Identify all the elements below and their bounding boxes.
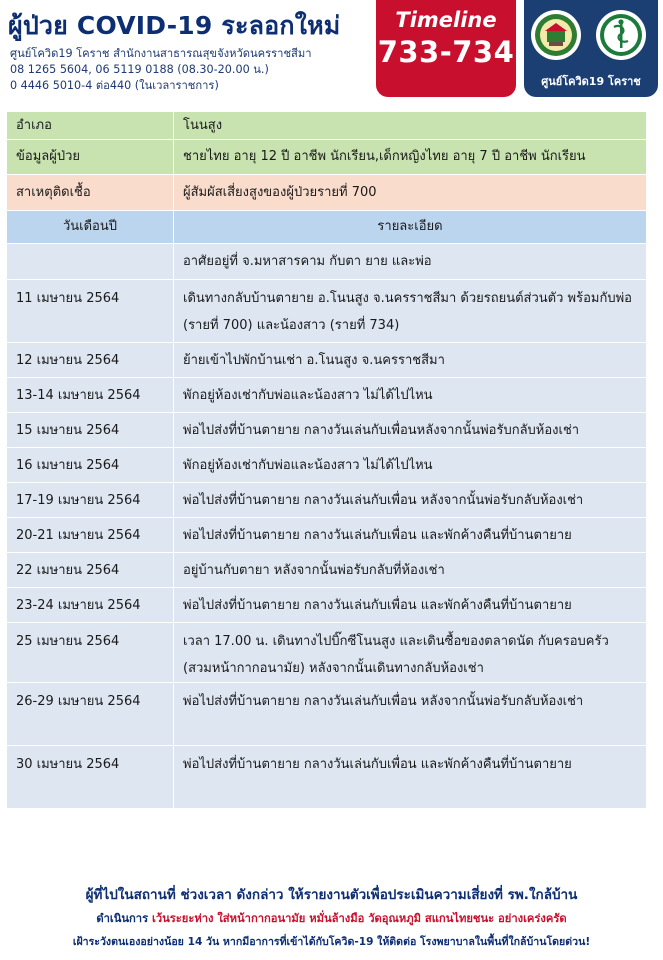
timeline-detail: พ่อไปส่งที่บ้านตายาย กลางวันเล่นกับเพื่อน และพักค้างคืนที่บ้านตายาย bbox=[174, 588, 647, 623]
timeline-date: 23-24 เมษายน 2564 bbox=[7, 588, 174, 623]
timeline-date: 16 เมษายน 2564 bbox=[7, 448, 174, 483]
cause-label: สาเหตุติดเชื้อ bbox=[7, 175, 174, 211]
timeline-date bbox=[7, 244, 174, 280]
prevention-measures: เว้นระยะห่าง ใส่หน้ากากอนามัย หมั่นล้างมือ วัดอุณหภูมิ สแกนไทยชนะ อย่างเคร่งครัด bbox=[152, 912, 567, 925]
timeline-detail: พักอยู่ห้องเช่ากับพ่อและน้องสาว ไม่ได้ไปไหน bbox=[174, 378, 647, 413]
timeline-date: 25 เมษายน 2564 bbox=[7, 623, 174, 683]
timeline-date: 11 เมษายน 2564 bbox=[7, 280, 174, 343]
timeline-detail: อาศัยอยู่ที่ จ.มหาสารคาม กับตา ยาย และพ่อ bbox=[174, 244, 647, 280]
self-monitor-notice: เฝ้าระวังตนเองอย่างน้อย 14 วัน หากมีอาการที่เข้าได้กับโควิด-19 ให้ติดต่อ โรงพยาบาลในพื้นที่ใกล้บ้านโดยด่วน! bbox=[72, 936, 591, 948]
date-column-header: วันเดือนปี bbox=[7, 211, 174, 244]
prevention-notice bbox=[0, 909, 663, 927]
patient-value: ชายไทย อายุ 12 ปี อาชีพ นักเรียน,เด็กหญิงไทย อายุ 7 ปี อาชีพ นักเรียน bbox=[174, 140, 647, 175]
timeline-detail: พักอยู่ห้องเช่ากับพ่อและน้องสาว ไม่ได้ไปไหน bbox=[174, 448, 647, 483]
timeline-date: 20-21 เมษายน 2564 bbox=[7, 518, 174, 553]
hotline-phone: 08 1265 5604, 06 5119 0188 (08.30-20.00 น.) bbox=[10, 63, 269, 76]
organization-line: ศูนย์โควิด19 โคราช สำนักงานสาธารณสุขจังหวัดนครราชสีมา bbox=[10, 47, 312, 60]
district-label: อำเภอ bbox=[7, 112, 174, 140]
timeline-row bbox=[7, 244, 647, 280]
timeline-row bbox=[7, 683, 647, 746]
timeline-detail: พ่อไปส่งที่บ้านตายาย กลางวันเล่นกับเพื่อนหลังจากนั้นพ่อรับกลับห้องเช่า bbox=[174, 413, 647, 448]
provincial-health-office-seal-icon bbox=[531, 10, 581, 60]
cause-value: ผู้สัมผัสเสี่ยงสูงของผู้ป่วยรายที่ 700 bbox=[174, 175, 647, 211]
timeline-row bbox=[7, 343, 647, 378]
report-notice: ผู้ที่ไปในสถานที่ ช่วงเวลา ดังกล่าว ให้รายงานตัวเพื่อประเมินความเสี่ยงที่ รพ.ใกล้บ้าน bbox=[85, 887, 578, 903]
timeline-date: 12 เมษายน 2564 bbox=[7, 343, 174, 378]
cause-row bbox=[7, 175, 647, 211]
timeline-row bbox=[7, 518, 647, 553]
logo-panel bbox=[524, 0, 658, 97]
detail-column-header: รายละเอียด bbox=[174, 211, 647, 244]
district-value: โนนสูง bbox=[174, 112, 647, 140]
patient-label: ข้อมูลผู้ป่วย bbox=[7, 140, 174, 175]
case-timeline-table bbox=[6, 111, 647, 809]
timeline-detail: อยู่บ้านกับตายา หลังจากนั้นพ่อรับกลับที่ห้องเช่า bbox=[174, 553, 647, 588]
timeline-row bbox=[7, 413, 647, 448]
timeline-date: 22 เมษายน 2564 bbox=[7, 553, 174, 588]
page-title: ผู้ป่วย COVID-19 ระลอกใหม่ bbox=[8, 11, 341, 40]
timeline-detail: พ่อไปส่งที่บ้านตายาย กลางวันเล่นกับเพื่อน และพักค้างคืนที่บ้านตายาย bbox=[174, 518, 647, 553]
timeline-detail: พ่อไปส่งที่บ้านตายาย กลางวันเล่นกับเพื่อน และพักค้างคืนที่บ้านตายาย bbox=[174, 746, 647, 809]
timeline-detail: เวลา 17.00 น. เดินทางไปบิ๊กซีโนนสูง และเดินซื้อของตลาดนัด กับครอบครัว (สวมหน้ากากอนามัย) หลังจากนั้นเดินทางกลับห้องเช่า bbox=[174, 623, 647, 683]
timeline-detail: พ่อไปส่งที่บ้านตายาย กลางวันเล่นกับเพื่อน หลังจากนั้นพ่อรับกลับห้องเช่า bbox=[174, 683, 647, 746]
timeline-row bbox=[7, 378, 647, 413]
timeline-detail: เดินทางกลับบ้านตายาย อ.โนนสูง จ.นครราชสีมา ด้วยรถยนต์ส่วนตัว พร้อมกับพ่อ (รายที่ 700) และน้องสาว (รายที่ 734) bbox=[174, 280, 647, 343]
timeline-row bbox=[7, 588, 647, 623]
timeline-row bbox=[7, 553, 647, 588]
timeline-row bbox=[7, 448, 647, 483]
ministry-of-public-health-emblem-icon bbox=[596, 10, 646, 60]
timeline-detail: ย้ายเข้าไปพักบ้านเช่า อ.โนนสูง จ.นครราชสีมา bbox=[174, 343, 647, 378]
timeline-badge bbox=[376, 0, 516, 97]
timeline-row bbox=[7, 483, 647, 518]
logo-caption: ศูนย์โควิด19 โคราช bbox=[541, 75, 641, 88]
prevention-prefix: ดำเนินการ bbox=[96, 912, 149, 925]
timeline-detail: พ่อไปส่งที่บ้านตายาย กลางวันเล่นกับเพื่อน หลังจากนั้นพ่อรับกลับห้องเช่า bbox=[174, 483, 647, 518]
timeline-date: 26-29 เมษายน 2564 bbox=[7, 683, 174, 746]
timeline-row bbox=[7, 623, 647, 683]
timeline-date: 17-19 เมษายน 2564 bbox=[7, 483, 174, 518]
timeline-row bbox=[7, 746, 647, 809]
office-phone: 0 4446 5010-4 ต่อ440 (ในเวลาราชการ) bbox=[10, 79, 219, 92]
timeline-date: 13-14 เมษายน 2564 bbox=[7, 378, 174, 413]
case-numbers: 733-734 bbox=[377, 35, 515, 69]
timeline-label: Timeline bbox=[395, 8, 497, 32]
patient-row bbox=[7, 140, 647, 175]
timeline-row bbox=[7, 280, 647, 343]
timeline-header-row bbox=[7, 211, 647, 244]
district-row bbox=[7, 112, 647, 140]
timeline-date: 15 เมษายน 2564 bbox=[7, 413, 174, 448]
timeline-date: 30 เมษายน 2564 bbox=[7, 746, 174, 809]
